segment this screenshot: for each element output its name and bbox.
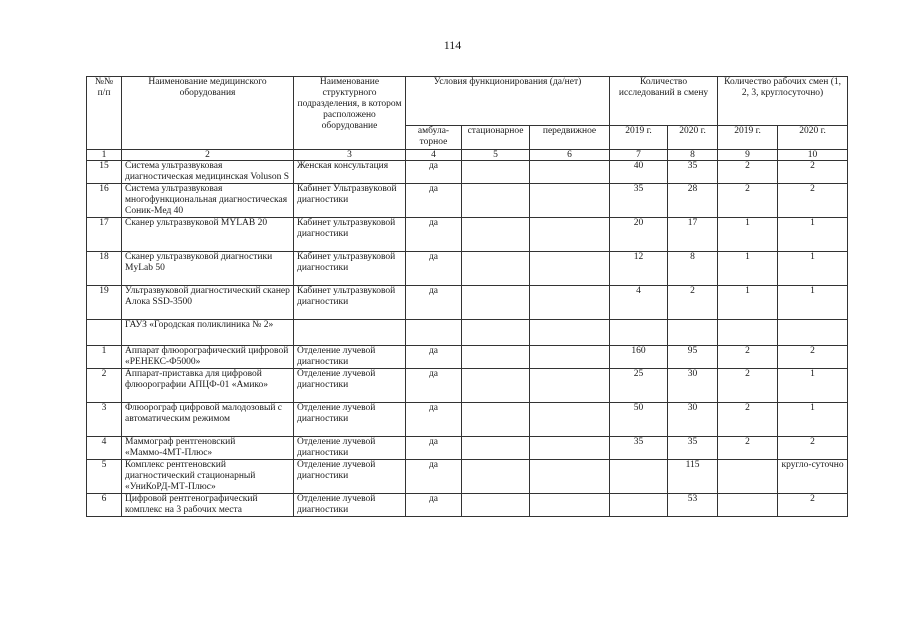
shifts-2020: 2: [778, 437, 848, 460]
studies-2019: 35: [610, 437, 668, 460]
row-num: 4: [87, 437, 122, 460]
cond-mobile: [530, 252, 610, 286]
equipment-name: Система ультразвуковая диагностическая медицинская Voluson S: [122, 161, 294, 184]
equipment-name: Аппарат-приставка для цифровой флюорографии АПЦФ-01 «Амико»: [122, 369, 294, 403]
cond-ambul: да: [406, 286, 462, 320]
table-row: [87, 218, 848, 252]
cond-stat: [462, 437, 530, 460]
header-studies: Количество исследований в смену: [610, 77, 718, 126]
cond-stat: [462, 369, 530, 403]
col-number: 6: [530, 150, 610, 161]
equipment-name: Аппарат флюорографический цифровой «РЕНЕКС-Ф5000»: [122, 346, 294, 369]
cond-ambul: да: [406, 184, 462, 218]
col-number: 7: [610, 150, 668, 161]
cond-ambul: да: [406, 161, 462, 184]
studies-2019: 160: [610, 346, 668, 369]
equipment-name: Система ультразвуковая многофункциональная диагностическая Соник-Мед 40: [122, 184, 294, 218]
cond-mobile: [530, 494, 610, 517]
header-cond-stat: стационарное: [462, 126, 530, 150]
col-number: 4: [406, 150, 462, 161]
cond-mobile: [530, 369, 610, 403]
equipment-name: Комплекс рентгеновский диагностический стационарный «УниКоРД-МТ-Плюс»: [122, 460, 294, 494]
division-name: Отделение лучевой диагностики: [294, 403, 406, 437]
cond-mobile: [530, 286, 610, 320]
studies-2020: 53: [668, 494, 718, 517]
shifts-2020: 1: [778, 286, 848, 320]
header-conditions: Условия функционирования (да/нет): [406, 77, 610, 126]
shifts-2019: [718, 460, 778, 494]
studies-2020: 28: [668, 184, 718, 218]
cond-ambul: да: [406, 494, 462, 517]
equipment-name: Флюорограф цифровой малодозовый с автоматическим режимом: [122, 403, 294, 437]
cond-ambul: да: [406, 346, 462, 369]
row-num: 15: [87, 161, 122, 184]
cond-stat: [462, 286, 530, 320]
cond-ambul: да: [406, 369, 462, 403]
table-row: [87, 460, 848, 494]
division-name: Кабинет ультразвуковой диагностики: [294, 218, 406, 252]
table-row: [87, 286, 848, 320]
cond-stat: [462, 403, 530, 437]
page-number: 114: [443, 38, 462, 52]
col-number: 9: [718, 150, 778, 161]
shifts-2019: 1: [718, 252, 778, 286]
shifts-2019: 2: [718, 346, 778, 369]
row-num: 1: [87, 346, 122, 369]
row-num: 3: [87, 403, 122, 437]
header-studies-2019: 2019 г.: [610, 126, 668, 150]
table-row: [87, 252, 848, 286]
table-row: [87, 346, 848, 369]
cond-mobile: [530, 218, 610, 252]
shifts-2020: 2: [778, 161, 848, 184]
studies-2019: 35: [610, 184, 668, 218]
row-num: 2: [87, 369, 122, 403]
cond-stat: [462, 346, 530, 369]
studies-2020: 30: [668, 403, 718, 437]
cond-stat: [462, 161, 530, 184]
cond-ambul: да: [406, 252, 462, 286]
shifts-2020: 2: [778, 346, 848, 369]
col-number: 8: [668, 150, 718, 161]
studies-2020: 115: [668, 460, 718, 494]
row-num: 6: [87, 494, 122, 517]
equipment-name: Маммограф рентгеновский «Маммо-4МТ-Плюс»: [122, 437, 294, 460]
header-shifts-2019: 2019 г.: [718, 126, 778, 150]
shifts-2020: 1: [778, 369, 848, 403]
col-number: 1: [87, 150, 122, 161]
shifts-2019: 2: [718, 161, 778, 184]
shifts-2019: 2: [718, 403, 778, 437]
studies-2020: 35: [668, 161, 718, 184]
cond-ambul: да: [406, 437, 462, 460]
division-name: Отделение лучевой диагностики: [294, 437, 406, 460]
cond-mobile: [530, 403, 610, 437]
shifts-2020: кругло-суточно: [778, 460, 848, 494]
cond-mobile: [530, 460, 610, 494]
cond-mobile: [530, 161, 610, 184]
table-row: [87, 437, 848, 460]
studies-2019: 40: [610, 161, 668, 184]
studies-2020: 30: [668, 369, 718, 403]
table-row: [87, 494, 848, 517]
division-name: Кабинет ультразвуковой диагностики: [294, 252, 406, 286]
row-num: 16: [87, 184, 122, 218]
cond-stat: [462, 460, 530, 494]
header-cond-ambul: амбула-торное: [406, 126, 462, 150]
row-num: 19: [87, 286, 122, 320]
header-shifts: Количество рабочих смен (1, 2, 3, круглосуточно): [718, 77, 848, 126]
division-name: Отделение лучевой диагностики: [294, 346, 406, 369]
header-studies-2020: 2020 г.: [668, 126, 718, 150]
studies-2020: 35: [668, 437, 718, 460]
shifts-2019: [718, 494, 778, 517]
division-name: Кабинет Ультразвуковой диагностики: [294, 184, 406, 218]
header-shifts-2020: 2020 г.: [778, 126, 848, 150]
equipment-name: Ультразвуковой диагностический сканер Алока SSD-3500: [122, 286, 294, 320]
cond-ambul: да: [406, 218, 462, 252]
cond-stat: [462, 494, 530, 517]
cond-mobile: [530, 184, 610, 218]
table-row: [87, 403, 848, 437]
equipment-name: Сканер ультразвуковой диагностики MyLab 50: [122, 252, 294, 286]
header-division: Наименование структурного подразделения, в котором расположено оборудование: [294, 77, 406, 150]
col-number: 5: [462, 150, 530, 161]
section-row: [87, 320, 848, 346]
shifts-2019: 2: [718, 369, 778, 403]
studies-2019: [610, 494, 668, 517]
studies-2019: 4: [610, 286, 668, 320]
header-num: №№ п/п: [87, 77, 122, 150]
equipment-table: [86, 76, 848, 517]
equipment-name: Сканер ультразвуковой MYLAB 20: [122, 218, 294, 252]
studies-2020: 17: [668, 218, 718, 252]
division-name: Женская консультация: [294, 161, 406, 184]
cond-ambul: да: [406, 403, 462, 437]
row-num: 17: [87, 218, 122, 252]
shifts-2020: 2: [778, 184, 848, 218]
division-name: Отделение лучевой диагностики: [294, 460, 406, 494]
row-num: 18: [87, 252, 122, 286]
table-row: [87, 161, 848, 184]
cond-mobile: [530, 437, 610, 460]
shifts-2020: 1: [778, 218, 848, 252]
section-title: ГАУЗ «Городская поликлиника № 2»: [122, 320, 294, 346]
studies-2019: 12: [610, 252, 668, 286]
col-number: 2: [122, 150, 294, 161]
table-row: [87, 184, 848, 218]
column-numbers-row: [87, 150, 848, 161]
division-name: Отделение лучевой диагностики: [294, 494, 406, 517]
col-number: 3: [294, 150, 406, 161]
cond-stat: [462, 218, 530, 252]
studies-2020: 95: [668, 346, 718, 369]
col-number: 10: [778, 150, 848, 161]
studies-2019: [610, 460, 668, 494]
shifts-2019: 1: [718, 286, 778, 320]
shifts-2019: 2: [718, 184, 778, 218]
row-num: 5: [87, 460, 122, 494]
cond-stat: [462, 252, 530, 286]
shifts-2020: 1: [778, 403, 848, 437]
table-row: [87, 369, 848, 403]
studies-2019: 25: [610, 369, 668, 403]
cond-ambul: да: [406, 460, 462, 494]
studies-2019: 20: [610, 218, 668, 252]
studies-2019: 50: [610, 403, 668, 437]
studies-2020: 8: [668, 252, 718, 286]
header-equipment: Наименование медицинского оборудования: [122, 77, 294, 150]
shifts-2019: 2: [718, 437, 778, 460]
equipment-name: Цифровой рентгенографический комплекс на 3 рабочих места: [122, 494, 294, 517]
cond-mobile: [530, 346, 610, 369]
shifts-2020: 2: [778, 494, 848, 517]
cond-stat: [462, 184, 530, 218]
studies-2020: 2: [668, 286, 718, 320]
header-cond-mobile: передвижное: [530, 126, 610, 150]
division-name: Кабинет ультразвуковой диагностики: [294, 286, 406, 320]
shifts-2019: 1: [718, 218, 778, 252]
division-name: Отделение лучевой диагностики: [294, 369, 406, 403]
shifts-2020: 1: [778, 252, 848, 286]
